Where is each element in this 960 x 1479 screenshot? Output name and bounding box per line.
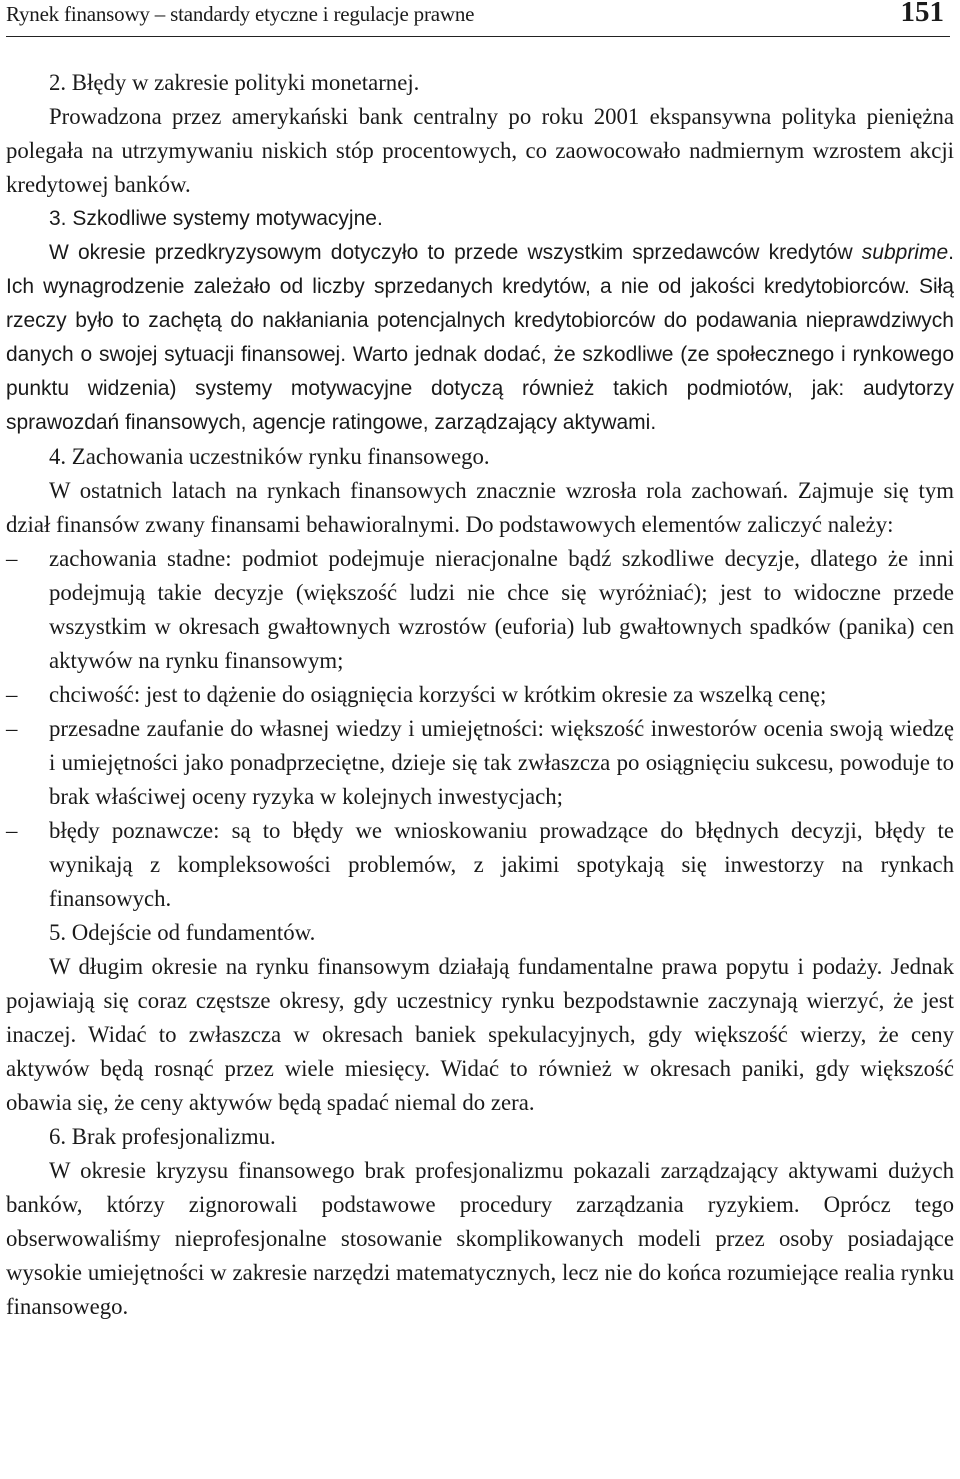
list-item-text: błędy poznawcze: są to błędy we wnioskowaniu prowadzące do błędnych decyzji, błędy te wynikają z kompleksowości problemów, z jakimi spotykają się inwestorzy na rynkach finansowych. xyxy=(49,818,954,911)
section-4-paragraph: W ostatnich latach na rynkach finansowych znacznie wzrosła rola zachowań. Zajmuje się tym dział finansów zwany finansami behawioralnymi. Do podstawowych elementów zaliczyć należy: xyxy=(6,478,954,537)
section-6-paragraph: W okresie kryzysu finansowego brak profesjonalizmu pokazali zarządzający aktywami dużych banków, którzy zignorowali podstawowe procedury zarządzania ryzykiem. Oprócz tego obserwowaliśmy nieprofesjonalne stosowanie skomplikowanych modeli przez osoby posiadające wysokie umiejętności w zakresie narzędzi matematycznych, lecz nie do końca rozumiejące realia rynku finansowego. xyxy=(6,1158,954,1319)
section-3-italic-term: subprime xyxy=(861,241,949,264)
dash-marker: – xyxy=(6,682,18,707)
section-5-paragraph: W długim okresie na rynku finansowym działają fundamentalne prawa popytu i podaży. Jednak pojawiają się coraz częstsze okresy, gdy uczestnicy rynku bezpodstawnie zaczynają wierzyć, że jest inaczej. Widać to zwłaszcza w okresach baniek spekulacyjnych, gdy większość wierzy, że ceny aktywów będą rosnąć przez wiele miesięcy. Widać to również w okresach paniki, gdy większość obawia się, że ceny aktywów będą spadać niemal do zera. xyxy=(6,954,954,1115)
body-text xyxy=(6,66,954,1324)
running-title: Rynek finansowy – standardy etyczne i regulacje prawne xyxy=(6,2,475,26)
page-number: 151 xyxy=(900,0,944,28)
section-3-heading: 3. Szkodliwe systemy motywacyjne. xyxy=(49,207,383,230)
section-3-text-start: W okresie przedkryzysowym dotyczyło to przede wszystkim sprzedawców kredytów xyxy=(49,241,862,264)
running-header xyxy=(6,0,950,37)
dash-marker: – xyxy=(6,716,18,741)
dash-marker: – xyxy=(6,818,18,843)
list-item-text: przesadne zaufanie do własnej wiedzy i umiejętności: większość inwestorów ocenia swoją wiedzę i umiejętności jako ponadprzeciętne, dzieje się tak zwłaszcza po osiągnięciu sukcesu, powoduje to brak właściwej oceny ryzyka w kolejnych inwestycjach; xyxy=(49,716,954,809)
section-3-text-rest: . Ich wynagrodzenie zależało od liczby sprzedanych kredytów, a nie od jakości kredytobiorców. Siłą rzeczy było to zachętą do nakłaniania potencjalnych kredytobiorców do podawania nieprawdziwych danych o swojej sytuacji finansowej. Warto jednak dodać, że szkodliwe (ze społecznego i rynkowego punktu widzenia) systemy motywacyjne dotyczą również takich podmiotów, jak: audytorzy sprawozdań finansowych, agencje ratingowe, zarządzający aktywami. xyxy=(6,241,954,434)
section-3-paragraph xyxy=(6,236,954,440)
list-item xyxy=(6,712,954,814)
section-2-paragraph: Prowadzona przez amerykański bank centralny po roku 2001 ekspansywna polityka pieniężna polegała na utrzymywaniu niskich stóp procentowych, co zaowocowało nadmiernym wzrostem akcji kredytowej banków. xyxy=(6,104,954,197)
section-4-heading: 4. Zachowania uczestników rynku finansowego. xyxy=(49,444,490,469)
list-item xyxy=(6,814,954,916)
section-5-heading: 5. Odejście od fundamentów. xyxy=(49,920,316,945)
behavior-list xyxy=(6,542,954,916)
list-item xyxy=(6,678,954,712)
list-item xyxy=(6,542,954,678)
section-6-heading: 6. Brak profesjonalizmu. xyxy=(49,1124,276,1149)
section-2-heading: 2. Błędy w zakresie polityki monetarnej. xyxy=(49,70,420,95)
dash-marker: – xyxy=(6,546,18,571)
list-item-text: zachowania stadne: podmiot podejmuje nieracjonalne bądź szkodliwe decyzje, dlatego że inni podejmują takie decyzje (większość ludzi nie chce się wyróżniać); jest to widoczne przede wszystkim w okresach gwałtownych wzrostów (euforia) lub gwałtownych spadków (panika) cen aktywów na rynku finansowym; xyxy=(49,546,954,673)
list-item-text: chciwość: jest to dążenie do osiągnięcia korzyści w krótkim okresie za wszelką cenę; xyxy=(49,682,827,707)
